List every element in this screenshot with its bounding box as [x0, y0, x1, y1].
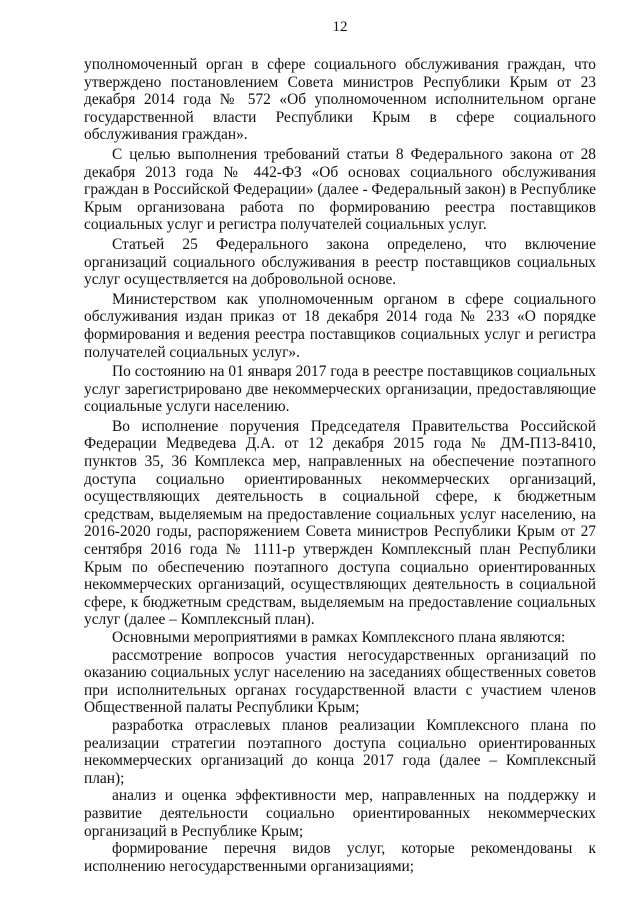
paragraph-registry-status: По состоянию на 01 января 2017 года в реестре поставщиков социальных услуг зарегистрировано две некоммерческих организации, предоставляющие социальные услуги населению.: [84, 363, 596, 416]
paragraph-ministry-order: Министерством как уполномоченным органом в сфере социального обслуживания издан приказ от 18 декабря 2014 года № 233 «О порядке формирования и ведения реестра поставщиков социальных услуг и регистра получателей социальных услуг».: [84, 290, 596, 361]
paragraph-complex-plan: Во исполнение поручения Председателя Правительства Российской Федерации Медведева Д.А. от 12 декабря 2015 года № ДМ-П13-8410, пунктов 35, 36 Комплекса мер, направленных на обеспечение поэтапного доступа социально ориентированных некоммерческих организаций, осуществляющих деятельность в социальной сфере, к бюджетным средствам, выделяемым на предоставление социальных услуг населению, на 2016-2020 годы, распоряжением Совета министров Республики Крым от 27 сентября 2016 года № 1111-р утвержден Комплексный план Республики Крым по обеспечению поэтапного доступа социально ориентированных некоммерческих организаций, осуществляющих деятельность в социальной сфере, к бюджетным средствам, выделяемым на предоставление социальных услуг (далее – Комплексный план).: [84, 417, 596, 629]
paragraph-activity-councils: рассмотрение вопросов участия негосударственных организаций по оказанию социальных услуг населению на заседаниях общественных советов при исполнительных органах государственной власти с участием членов Общественной палаты Республики Крым;: [84, 646, 596, 717]
page-number: 12: [332, 19, 348, 35]
paragraph-main-activities-intro: Основными мероприятиями в рамках Комплексного плана являются:: [112, 629, 566, 646]
paragraph-article-25: Статьей 25 Федерального закона определено, что включение организаций социального обслуживания в реестр поставщиков социальных услуг осуществляется на добровольной основе.: [84, 235, 596, 289]
paragraph-federal-law-requirements: С целью выполнения требований статьи 8 Федерального закона от 28 декабря 2013 года № 442-ФЗ «Об основах социального обслуживания граждан в Российской Федерации» (далее - Федеральный закон) в Республике Крым организована работа по формированию реестра поставщиков социальных услуг и регистра получателей социальных услуг.: [84, 145, 596, 234]
paragraph-activity-analysis: анализ и оценка эффективности мер, направленных на поддержку и развитие деятельности социально ориентированных некоммерческих организаций в Республике Крым;: [84, 787, 596, 840]
paragraph-activity-services-list: формирование перечня видов услуг, которые рекомендованы к исполнению негосударственными организациями;: [84, 840, 596, 875]
paragraph-authorized-body: уполномоченный орган в сфере социального обслуживания граждан, что утверждено постановлением Совета министров Республики Крым от 23 декабря 2014 года № 572 «Об уполномоченном исполнительном органе государственной власти Республики Крым в сфере социального обслуживания граждан».: [84, 56, 596, 144]
paragraph-activity-sector-plans: разработка отраслевых планов реализации Комплексного плана по реализации стратегии поэтапного доступа социально ориентированных некоммерческих организаций до конца 2017 года (далее – Комплексный план);: [84, 716, 596, 787]
